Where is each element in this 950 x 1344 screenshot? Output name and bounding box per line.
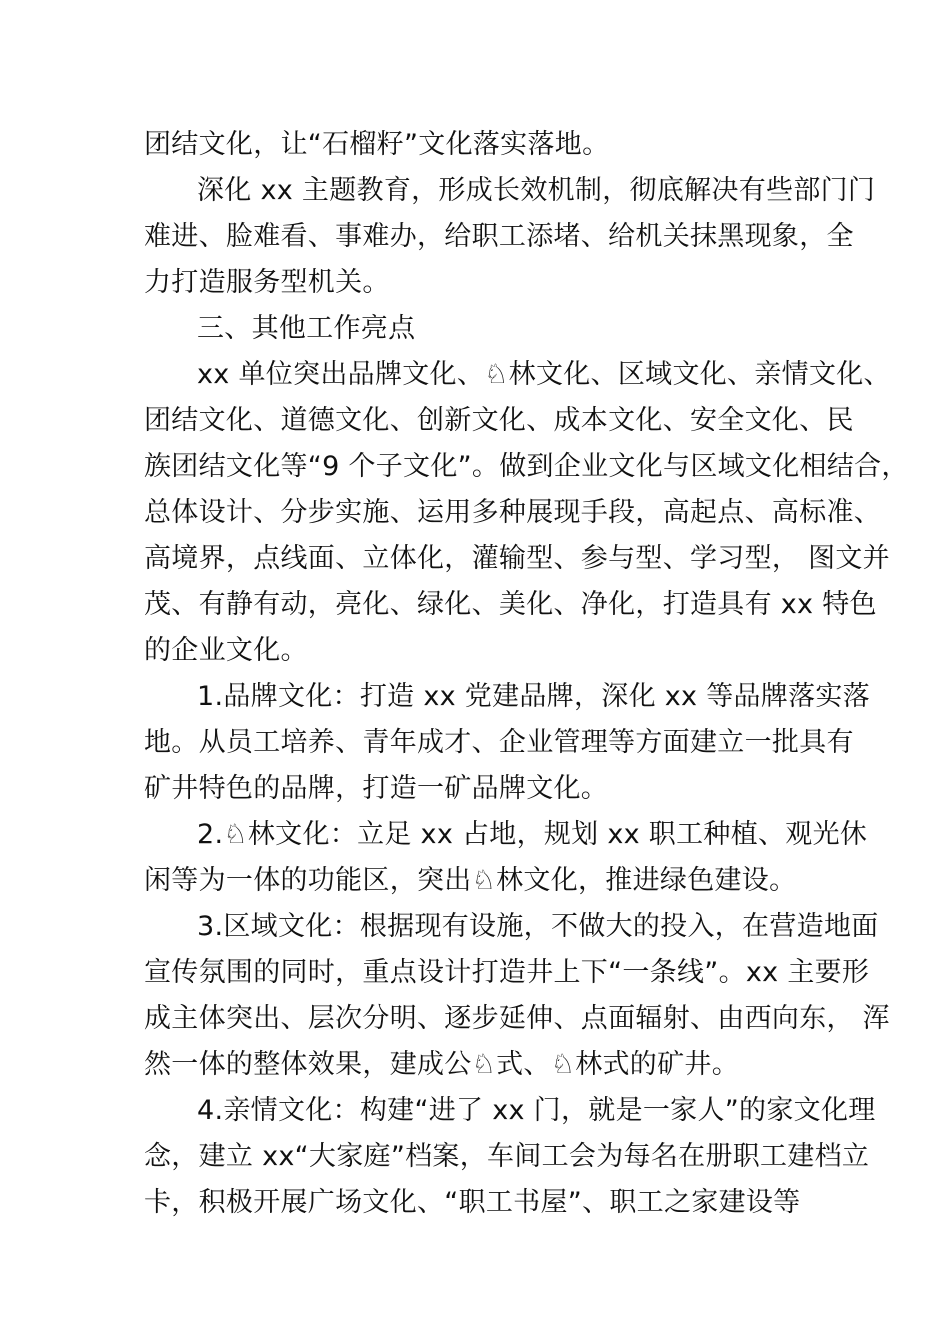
text-line: 地。从员工培养、青年成才、企业管理等方面建立一批具有: [144, 727, 854, 758]
text-line: 总体设计、分步实施、运用多种展现手段，高起点、高标准、: [144, 497, 882, 528]
text-line: 然一体的整体效果，建成公♘式、♘林式的矿井。: [144, 1049, 740, 1080]
text-line: 难进、脸难看、事难办，给职工添堵、给机关抹黑现象，全: [144, 221, 854, 252]
text-line: 团结文化，让“石榴籽”文化落实落地。: [144, 129, 610, 160]
text-line: 1.品牌文化：打造 xx 党建品牌，深化 xx 等品牌落实落: [197, 681, 871, 712]
text-line: 念，建立 xx“大家庭”档案，车间工会为每名在册职工建档立: [144, 1141, 870, 1172]
text-line: 4.亲情文化：构建“进了 xx 门，就是一家人”的家文化理: [197, 1095, 876, 1126]
text-line: xx 单位突出品牌文化、♘林文化、区域文化、亲情文化、: [197, 359, 891, 390]
text-line: 宣传氛围的同时，重点设计打造井上下“一条线”。xx 主要形: [144, 957, 870, 988]
text-line: 3.区域文化：根据现有设施，不做大的投入，在营造地面: [197, 911, 879, 942]
text-line: 闲等为一体的功能区，突出♘林文化，推进绿色建设。: [144, 865, 797, 896]
text-line: 团结文化、道德文化、创新文化、成本文化、安全文化、民: [144, 405, 854, 436]
text-line: 卡，积极开展广场文化、“职工书屋”、职工之家建设等: [144, 1187, 801, 1218]
text-line: 高境界，点线面、立体化，灌输型、参与型、学习型， 图文并: [144, 543, 890, 574]
text-line: 力打造服务型机关。: [144, 267, 390, 298]
document-body: [144, 122, 909, 1226]
text-line: 茂、有静有动，亮化、绿化、美化、净化，打造具有 xx 特色: [144, 589, 877, 620]
text-line: 的企业文化。: [144, 635, 308, 666]
text-line: 矿井特色的品牌，打造一矿品牌文化。: [144, 773, 609, 804]
text-line: 族团结文化等“9 个子文化”。做到企业文化与区域文化相结合，: [144, 451, 909, 482]
section-heading: 三、其他工作亮点: [197, 313, 416, 344]
text-line: 深化 xx 主题教育，形成长效机制，彻底解决有些部门门: [197, 175, 876, 206]
text-line: 成主体突出、层次分明、逐步延伸、点面辐射、由西向东， 浑: [144, 1003, 890, 1034]
text-line: 2.♘林文化：立足 xx 占地，规划 xx 职工种植、观光休: [197, 819, 868, 850]
